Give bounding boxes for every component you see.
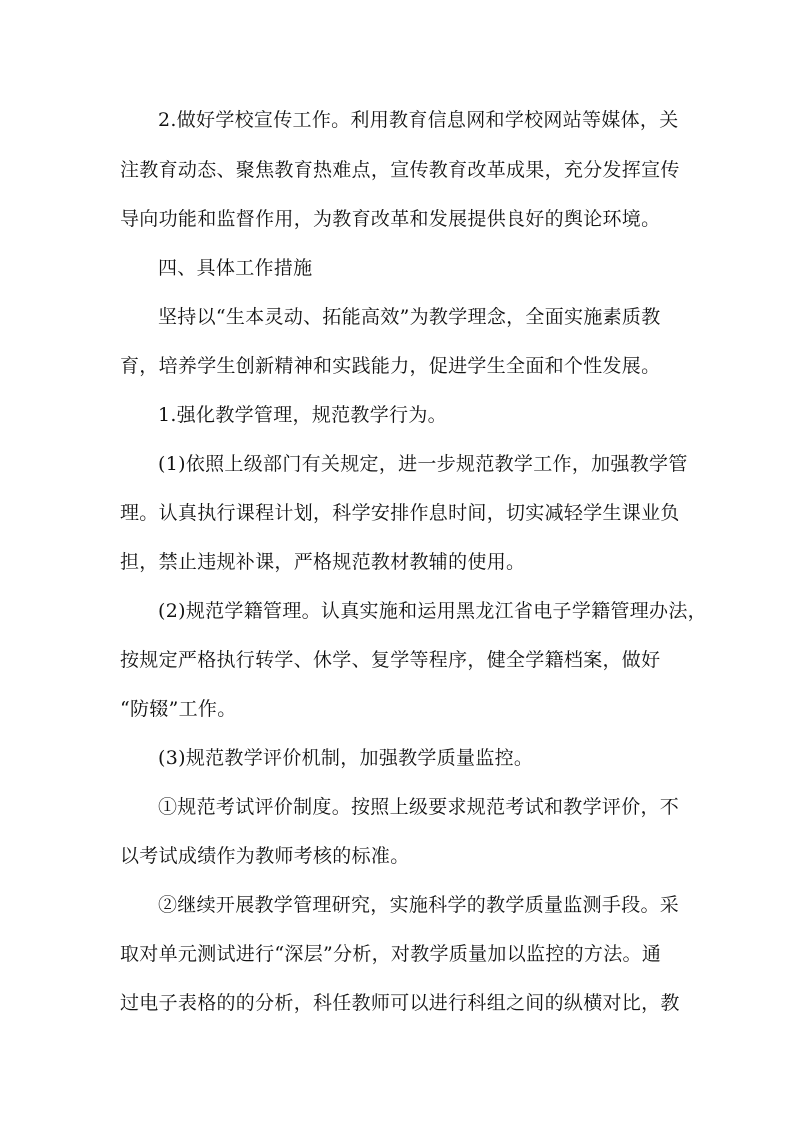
paragraph-line-5: 坚持以“生本灵动、拓能高效”为教学理念，全面实施素质教 xyxy=(158,306,661,328)
paragraph-line-8: (1)依照上级部门有关规定，进一步规范教学工作，加强教学管 xyxy=(158,453,688,475)
paragraph-line-14: (3)规范教学评价机制，加强教学质量监控。 xyxy=(158,747,534,769)
section-heading-4: 四、具体工作措施 xyxy=(158,257,313,279)
paragraph-line-2: 注教育动态、聚焦教育热难点，宣传教育改革成果，充分发挥宣传 xyxy=(120,159,680,181)
paragraph-line-18: 取对单元测试进行“深层”分析，对教学质量加以监控的方法。通 xyxy=(120,943,662,965)
paragraph-line-11: (2)规范学籍管理。认真实施和运用黑龙江省电子学籍管理办法， xyxy=(158,600,707,622)
paragraph-line-9: 理。认真执行课程计划，科学安排作息时间，切实减轻学生课业负 xyxy=(120,502,680,524)
paragraph-line-15: ①规范考试评价制度。按照上级要求规范考试和教学评价，不 xyxy=(158,796,680,818)
paragraph-line-16: 以考试成绩作为教师考核的标准。 xyxy=(120,845,410,867)
paragraph-line-1: 2.做好学校宣传工作。利用教育信息网和学校网站等媒体，关 xyxy=(158,109,679,131)
paragraph-line-3: 导向功能和监督作用，为教育改革和发展提供良好的舆论环境。 xyxy=(120,208,661,230)
paragraph-line-19: 过电子表格的的分析，科任教师可以进行科组之间的纵横对比，教 xyxy=(120,992,680,1014)
paragraph-line-12: 按规定严格执行转学、休学、复学等程序，健全学籍档案，做好 xyxy=(120,649,661,671)
subheading-1: 1.强化教学管理，规范教学行为。 xyxy=(158,404,447,426)
paragraph-line-10: 担，禁止违规补课，严格规范教材教辅的使用。 xyxy=(120,551,526,573)
paragraph-line-13: “防辍”工作。 xyxy=(120,698,237,720)
paragraph-line-6: 育，培养学生创新精神和实践能力，促进学生全面和个性发展。 xyxy=(120,355,661,377)
paragraph-line-17: ②继续开展教学管理研究，实施科学的教学质量监测手段。采 xyxy=(158,894,680,916)
